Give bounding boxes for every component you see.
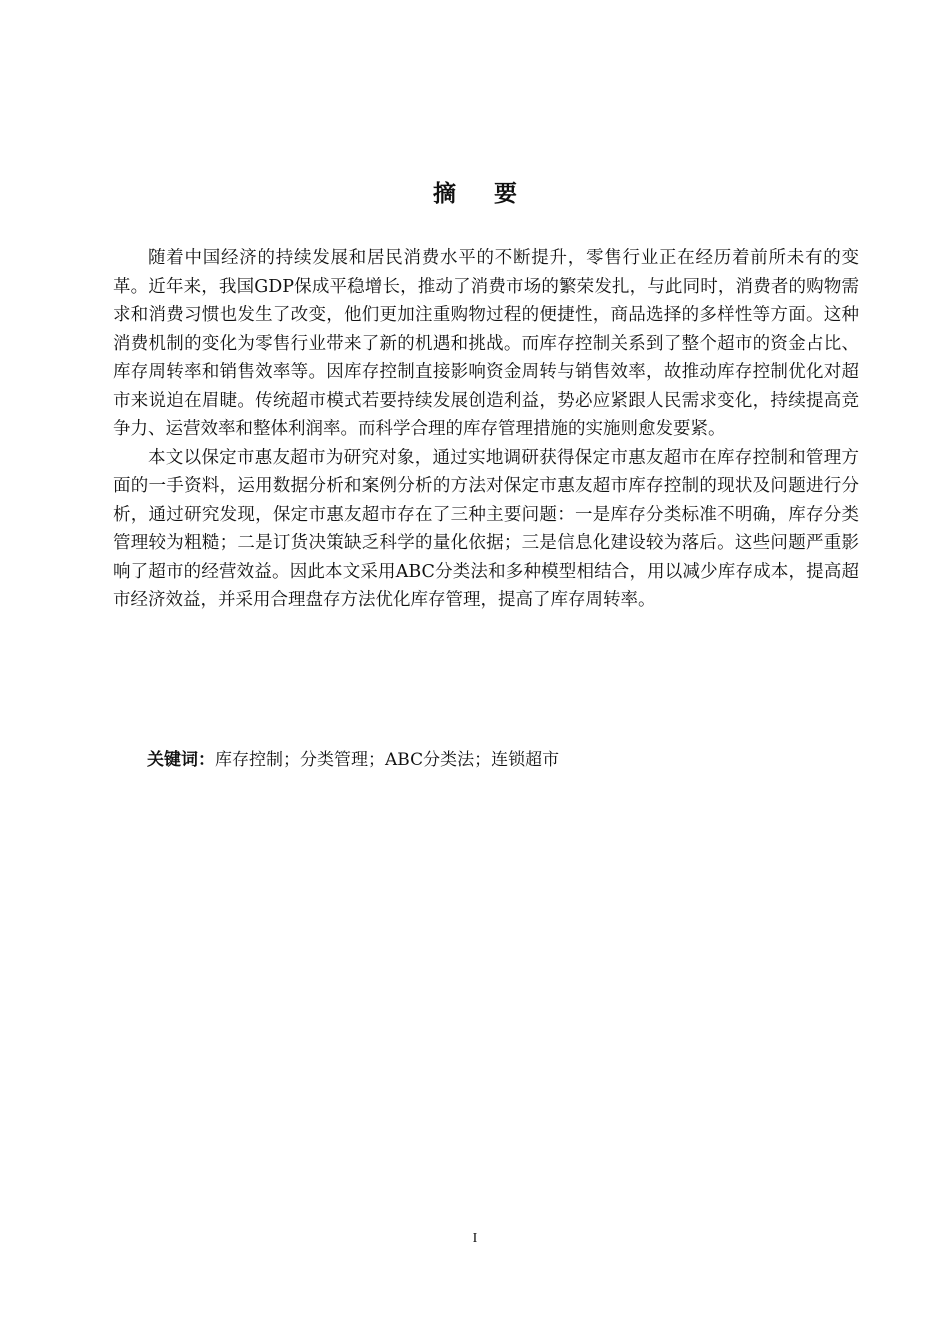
abstract-paragraph-2: 本文以保定市惠友超市为研究对象，通过实地调研获得保定市惠友超市在库存控制和管理方面的一手资料，运用数据分析和案例分析的方法对保定市惠友超市库存控制的现状及问题进行分析，通过研究发现，保定市惠友超市存在了三种主要问题：一是库存分类标准不明确，库存分类管理较为粗糙；二是订货决策缺乏科学的量化依据；三是信息化建设较为落后。这些问题严重影响了超市的经营效益。因此本文采用ABC分类法和多种模型相结合，用以减少库存成本，提高超市经济效益，并采用合理盘存方法优化库存管理，提高了库存周转率。 <box>113 447 859 610</box>
keywords-line <box>147 746 847 774</box>
page-title: 摘要 <box>433 181 555 207</box>
keywords-label: 关键词： <box>147 750 215 770</box>
abstract-body <box>113 244 859 615</box>
abstract-paragraph-1: 随着中国经济的持续发展和居民消费水平的不断提升，零售行业正在经历着前所未有的变革。近年来，我国GDP保成平稳增长，推动了消费市场的繁荣发扎，与此同时，消费者的购物需求和消费习惯也发生了改变，他们更加注重购物过程的便捷性，商品选择的多样性等方面。这种消费机制的变化为零售行业带来了新的机遇和挑战。而库存控制关系到了整个超市的资金占比、库存周转率和销售效率等。因库存控制直接影响资金周转与销售效率，故推动库存控制优化对超市来说迫在眉睫。传统超市模式若要持续发展创造利益，势必应紧跟人民需求变化，持续提高竞争力、运营效率和整体利润率。而科学合理的库存管理措施的实施则愈发要紧。 <box>113 248 859 439</box>
keywords-text: 库存控制；分类管理；ABC分类法；连锁超市 <box>215 750 560 770</box>
page-number: I <box>472 1231 478 1246</box>
